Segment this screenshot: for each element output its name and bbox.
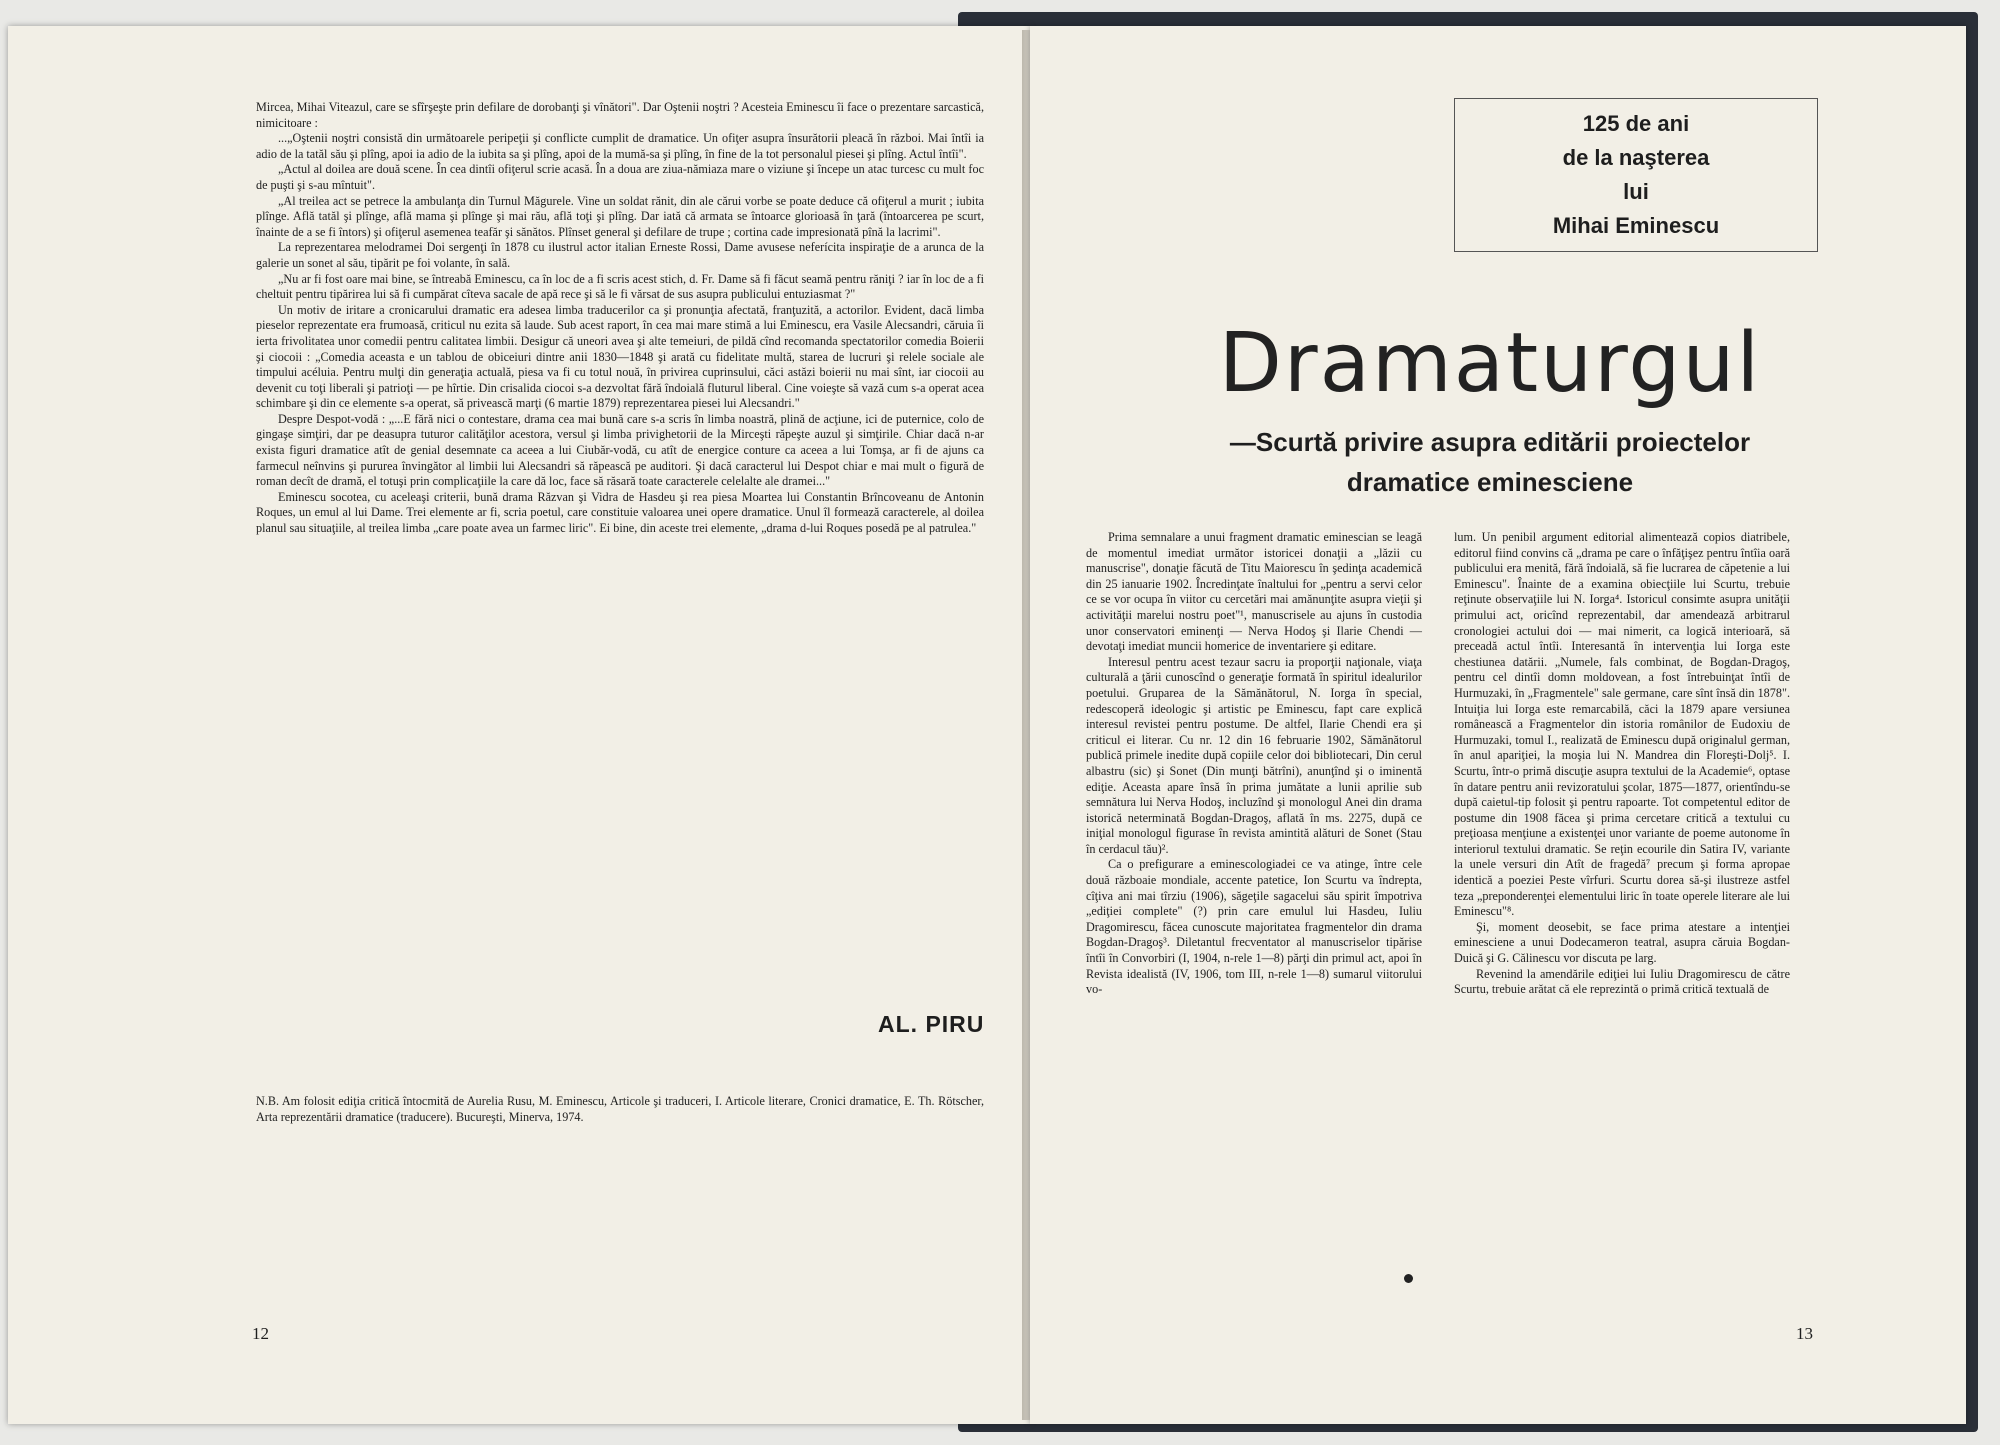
subtitle-line: dramatice eminesciene	[1346, 467, 1634, 497]
paragraph: lum. Un penibil argument editorial alimentează copios diatribele, editorul fiind convins că „drama pe care o înfăţişez pentru întîia oară publicului era menită, fără îndoială, să fie lucrarea de căpetenie a lui Eminescu". Înainte de a examina obiecţiile lui Scurtu, trebuie reţinute observaţiile lui N. Iorga⁴. Istoricul consimte asupra unităţii primului act, oricînd reprezentabil, dar amendează arbitrarul cronologiei actului doi — mai nimerit, ca logică interioară, să preceadă actul întîi. Interesantă în intervenţia lui Iorga este chestiunea datării. „Numele, fals combinat, de Bogdan-Dragoş, pentru cel dintîi domn moldovean, a fost întrebuinţat întîi de Hurmuzaki, în „Fragmentele" sale germane, care sînt însă din 1878". Intuiţia lui Iorga este remarcabilă, căci la 1879 apare versiunea românească a Fragmentelor din istoria românilor de Eudoxiu de Hurmuzaki, tomul I., realizată de Eminescu după originalul german, în anul apariţiei, la moşia lui N. Mandrea din Floreşti-Dolj⁵. I. Scurtu, într-o primă discuţie asupra textului de la Academie⁶, optase în datare pentru anii revizoratului şcolar, 1875—1877, orientîndu-se după caietul-tip folosit şi pentru rapoarte. Tot competentul editor de postume din 1908 făcea şi prima cercetare critică a textului cu preţioasa menţiune a existenţei unor variante de poeme autonome în interiorul textului dramatic. Se reţin ecourile din Satira IV, variante la unele versuri din Atît de fragedă⁷ precum şi forma apropae identică a poeziei Peste vîrfuri. Scurtu dorea să-şi ilustreze astfel teza „preponderenţei elementului liric în toate operele literare ale lui Eminescu"⁸.	[1454, 530, 1790, 919]
footnote-text: N.B. Am folosit ediţia critică întocmită de Aurelia Rusu, M. Eminescu, Articole şi traduceri, I. Articole literare, Cronici dramatice, E. Th. Rötscher, Arta reprezentării dramatice (traducere). Bucureşti, Minerva, 1974.	[256, 1094, 984, 1124]
paragraph: Ca o prefigurare a eminescologiadei ce va atinge, între cele două războaie mondiale, accente patetice, Ion Scurtu va îndrepta, cîţiva ani mai tîrziu (1906), săgeţile sagacelui său spirit împotriva „ediţiei complete" (?) prin care emulul lui Hasdeu, Iuliu Dragomirescu, făcea cunoscute majoritatea fragmentelor din drama Bogdan-Dragoş³. Diletantul frecventator al manuscriselor tipărise întîi în Convorbiri (I, 1904, n-rele 1—8) părţi din primul act, apoi în Revista idealistă (IV, 1906, tom III, n-rele 1—8) sumarul viitorului vo-	[1086, 857, 1422, 997]
paragraph: Eminescu socotea, cu aceleaşi criterii, bună drama Răzvan şi Vidra de Hasdeu şi rea piesa Moartea lui Constantin Brîncoveanu de Antonin Roques, un emul al lui Dame. Trei elemente ar fi, scria poetul, care constituie valoarea unei opere dramatice. Unul îl formează caracterele, al doilea planul sau situaţiile, al treilea limba „care poate avea un farmec liric". Ei bine, din aceste trei elemente, „drama d-lui Roques posedă pe al patrulea."	[256, 489, 984, 536]
author-signature: AL. PIRU	[878, 1011, 985, 1037]
page-number-right: 13	[1796, 1324, 1813, 1343]
paragraph: „Al treilea act se petrece la ambulanţa din Turnul Măgurele. Vine un soldat rănit, din ale cărui vorbe se poate deduce că ofiţerul a murit ; iubita plînge. Află tatăl şi plînge, află mama şi plînge şi mai rău, află toţi şi plîng. Dar iată că armata se întoarce glorioasă în ţară (întoarcerea pe scurt, înainte de a se fi întors) şi ofiţerul asemenea teafăr şi sănătos. Plînset general şi defilare de trupe ; cortina cade impresionată pînă la lacrimi".	[256, 193, 984, 239]
paragraph: ...„Oştenii noştri consistă din următoarele peripeţii şi conflicte cumplit de dramatice. Un ofiţer asupra însurătorii pleacă în război. Mai întîi ia adio de la tatăl său şi plîng, apoi ia adio de la iubita sa şi plîng, apoi de la mumă-sa şi plîng, în fine de la tot personalul piesei şi plîng. Actul întîi".	[256, 131, 984, 161]
paragraph: „Actul al doilea are două scene. În cea dintîi ofiţerul scrie acasă. În a doua are ziua-nămiaza mare o viziune şi începe un atac turcesc cu mult foc de puşti şi s-au mîntuit".	[256, 162, 984, 192]
box-line: Mihai Eminescu	[1552, 213, 1720, 238]
box-line: lui	[1623, 179, 1649, 204]
article-title: Dramaturgul	[1218, 316, 1762, 411]
paragraph: „Nu ar fi fost oare mai bine, se întreabă Eminescu, ca în loc de a fi scris acest stich, d. Fr. Dame să fi făcut seamă pentru răniţi ? iar în loc de a fi cheltuit pentru tipărirea lui să fi cumpărat cîteva sacale de apă rece şi să le fi vărsat de sus asupra publicului entuziasmat ?"	[256, 271, 984, 302]
article-subtitle	[1130, 422, 1850, 502]
right-page	[1030, 26, 1966, 1424]
paragraph: Un motiv de iritare a cronicarului dramatic era adesea limba traducerilor ca şi pronunţia afectată, franţuzită, a actorilor. Evident, dacă limba pieselor reprezentate era frumoasă, criticul nu ezita să laude. Sub acest raport, în cea mai mare stimă a lui Eminescu, era Vasile Alecsandri, căruia îi ierta frivolitatea unor comedii pentru calitatea limbii. Desigur că uneori avea şi alte temeiuri, de pildă cînd recomanda spectatorilor comedia Boierii şi ciocoii : „Comedia aceasta e un tablou de obiceiuri dintre anii 1830—1848 şi arată cu fidelitate multă, starea de lucruri şi relele sociale ale timpului acéluia. Pentru mulţi din generaţia actuală, piesa va fi cu totul nouă, în privirea cuprinsului, căci astăzi boierii nu mai sînt, iar ciocoii au devenit cu toţi liberali şi patrioţi — pe hîrtie. Din crisalida ciocoi s-a dezvoltat fără îndoială fluturul liberal. Cine voieşte să vază cum s-a operat acea schimbare şi din ce elemente s-a operat, să privească marţi (6 martie 1879) reprezentarea piesei lui Alecsandri."	[256, 302, 984, 411]
paragraph: La reprezentarea melodramei Doi sergenţi în 1878 cu ilustrul actor italian Erneste Rossi, Dame avusese neferícita inspiraţie de a arunca de la galerie un sonet al său, tipărit pe foi volante, în sală.	[256, 240, 984, 270]
article-column-1	[1086, 530, 1422, 998]
left-page	[8, 26, 1030, 1424]
paragraph: Prima semnalare a unui fragment dramatic eminescian se leagă de momentul imediat următor istoricei donaţii a „lăzii cu manuscrise", donaţie făcută de Titu Maiorescu în şedinţa academică din 25 ianuarie 1902. Încredinţate înaltului for „pentru a servi celor ce se vor ocupa în viitor cu cercetări mai amănunţite asupra vieţii şi activităţii marelui nostru poet"¹, manuscrisele au ajuns în custodia unor conservatori eminenţi — Nerva Hodoş şi Ilarie Chendi — devotaţi imediat muncii homerice de inventariere şi editare.	[1086, 530, 1422, 654]
box-line: de la naşterea	[1562, 145, 1710, 170]
article-column-2	[1454, 530, 1790, 998]
left-article-body	[256, 100, 984, 537]
paragraph: Mircea, Mihai Viteazul, care se sfîrşeşte prin defilare de dorobanţi şi vînători". Dar Oştenii noştri ? Acesteia Eminescu îi face o prezentare sarcastică, nimicitoare :	[256, 100, 984, 130]
paragraph: Revenind la amendările ediţiei lui Iuliu Dragomirescu de către Scurtu, trebuie arătat că ele reprezintă o primă critică textuală de	[1454, 966, 1790, 997]
footnote	[256, 1094, 984, 1125]
paragraph: Interesul pentru acest tezaur sacru ia proporţii naţionale, viaţa culturală a ţării cunoscînd o generaţie formată în spiritul idealurilor poetului. Gruparea de la Sămănătorul, N. Iorga în special, redescoperă ideologic şi artistic pe Eminescu, fapt care explică interesul revistei pentru postume. De altfel, Ilarie Chendi era şi criticul ei literar. Cu nr. 12 din 16 februarie 1902, Sămănătorul publică primele inedite după copiile celor doi bibliotecari, Din cerul albastru (sic) şi Sonet (Din munţi bătrîni), anunţînd şi o iminentă ediţie. Aceasta apare însă în prima jumătate a lunii aprilie sub semnătura lui Nerva Hodoş, incluzînd şi monologul Anei din drama istorică neterminată Bogdan-Dragoş, aflată în ms. 2275, după ce iniţial monologul figurase în revista amintită alături de Sonet (Stau în cerdacul tău)².	[1086, 654, 1422, 856]
anniversary-box	[1454, 98, 1818, 252]
continuation-dot	[1404, 1274, 1413, 1283]
paragraph: Şi, moment deosebit, se face prima atestare a intenţiei eminesciene a unui Dodecameron teatral, asupra căruia Bogdan-Duică şi G. Călinescu vor discuta pe larg.	[1454, 919, 1790, 966]
page-number-left: 12	[252, 1324, 269, 1343]
paragraph: Despre Despot-vodă : „...E fără nici o contestare, drama cea mai bună care s-a scris în limba noastră, plină de acţiune, ici de puternice, colo de gingaşe simţiri, dar pe deasupra tuturor calităţilor acestora, versul şi limba privighetorii de la Mirceşti răpeşte auzul şi simţirile. Chiar dacă n-ar exista figuri dramatice atît de genial desemnate ca aceea a lui Ciubăr-vodă, cu atît de energice conture ca aceea a lui Tomşa, ar fi de ajuns ca farmecul neînvins şi pururea învingător al limbii lui Alecsandri să răpească pe auditori. Şi dacă caracterul lui Despot chiar e mai mult o figură de roman decît de dramă, el totuşi prin complicaţiile la care dă loc, face să răsară toate caracterele celelalte ale dramei..."	[256, 411, 984, 489]
box-line: 125 de ani	[1582, 111, 1690, 136]
subtitle-line: —Scurtă privire asupra editării proiectelor	[1229, 427, 1751, 457]
